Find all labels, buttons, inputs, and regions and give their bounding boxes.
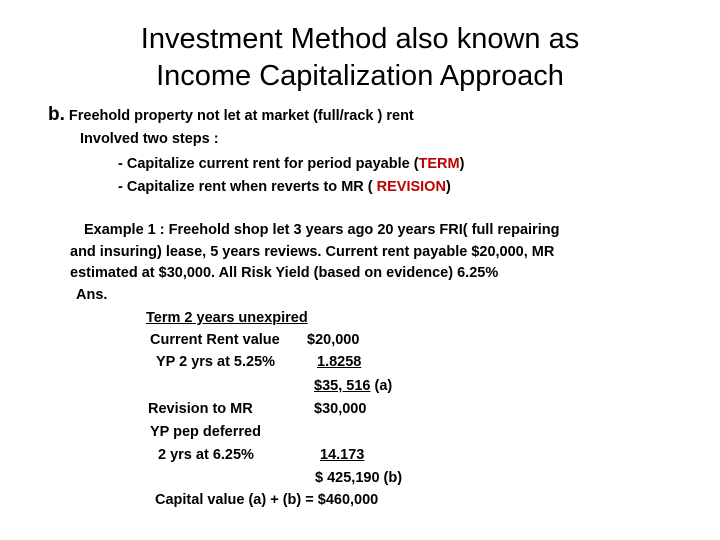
step-term-prefix: - Capitalize current rent for period payable ( <box>118 156 419 172</box>
yp-label: YP 2 yrs at 5.25% <box>156 354 276 370</box>
subtotal-a-value: $35, 516 <box>314 378 371 394</box>
step-revision <box>118 178 451 196</box>
subtotal-a <box>314 377 392 395</box>
step-term <box>118 155 464 173</box>
example-line-3: estimated at $30,000. All Risk Yield (based on evidence) 6.25% <box>70 265 499 281</box>
yp-deferred-value: 14.173 <box>320 447 365 463</box>
steps-intro: Involved two steps : <box>80 131 219 147</box>
section-label: b. <box>48 104 65 125</box>
answer-label: Ans. <box>76 287 108 303</box>
term-heading: Term 2 years unexpired <box>146 310 308 326</box>
step-term-keyword: TERM <box>418 156 460 172</box>
revision-value: $30,000 <box>314 401 367 417</box>
section-heading <box>48 106 414 125</box>
example-line-1: Example 1 : Freehold shop let 3 years ago 20 years FRI( full repairing <box>84 222 560 238</box>
example-line-2: and insuring) lease, 5 years reviews. Current rent payable $20,000, MR <box>70 244 555 260</box>
step-revision-suffix: ) <box>445 179 451 195</box>
step-term-suffix: ) <box>459 156 465 172</box>
subtotal-a-tag: (a) <box>374 378 393 394</box>
yp-deferred-label-2: 2 yrs at 6.25% <box>158 447 254 463</box>
page-title-line-1: Investment Method also known as <box>140 23 580 55</box>
capital-value: Capital value (a) + (b) = $460,000 <box>155 492 379 508</box>
current-rent-value: $20,000 <box>307 332 360 348</box>
revision-label: Revision to MR <box>148 401 253 417</box>
step-revision-keyword: REVISION <box>376 179 446 195</box>
step-revision-prefix: - Capitalize rent when reverts to MR ( <box>118 179 377 195</box>
section-heading-text: Freehold property not let at market (full/rack ) rent <box>68 108 414 124</box>
yp-deferred-label-1: YP pep deferred <box>150 424 261 440</box>
current-rent-label: Current Rent value <box>150 332 280 348</box>
subtotal-b: $ 425,190 (b) <box>315 470 403 486</box>
page-title-line-2: Income Capitalization Approach <box>156 60 564 92</box>
yp-value: 1.8258 <box>317 354 362 370</box>
